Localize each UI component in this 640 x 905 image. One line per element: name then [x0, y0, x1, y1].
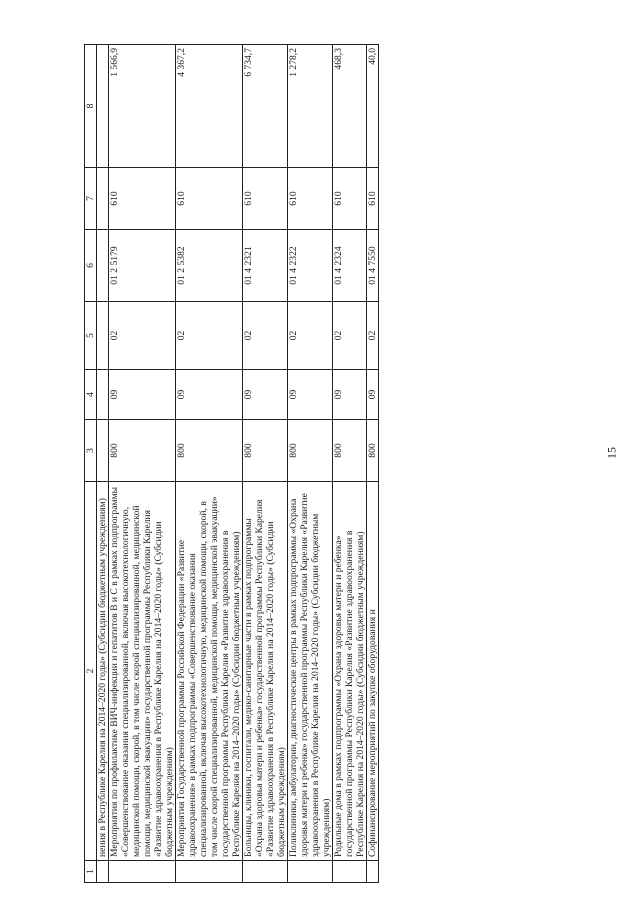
expense-name: Больницы, клиники, госпитали, медико-санитарные части в рамках подпрограммы «Охрана здоровья матери и ребенка» государственной программы Республики Карелия «Развитие здравоохранения в Республике Карелия на 2014–2020 годы» (Субсидии бюджетным учреждениям) [243, 482, 288, 861]
section-code: 09 [176, 370, 243, 420]
column-header: 7 [85, 168, 97, 230]
ministry-code: 800 [109, 420, 176, 482]
target-article-code: 01 4 2321 [243, 230, 288, 302]
table-row [333, 45, 367, 883]
amount: 4 367,2 [176, 45, 243, 168]
section-code: 09 [367, 370, 379, 420]
table-row [109, 45, 176, 883]
subsection-code: 02 [367, 302, 379, 370]
expense-name: Поликлиники, амбулатории, диагностические центры в рамках подпрограммы «Охрана здоровья матери и ребенка» государственной программы Республики Карелия «Развитие здравоохранения в Республике Карелия на 2014–2020 годы» (Субсидии бюджетным учреждениям) [288, 482, 333, 861]
row-index-cell [97, 861, 109, 883]
expense-type-code: 610 [176, 168, 243, 230]
row-index-cell [367, 861, 379, 883]
amount [97, 45, 109, 168]
column-header: 2 [85, 482, 97, 861]
amount: 1 566,9 [109, 45, 176, 168]
section-code: 09 [288, 370, 333, 420]
subsection-code: 02 [109, 302, 176, 370]
column-header: 8 [85, 45, 97, 168]
row-index-cell [109, 861, 176, 883]
column-header: 3 [85, 420, 97, 482]
target-article-code [97, 230, 109, 302]
expense-name: Мероприятия по профилактике ВИЧ-инфекции и гепатитов В и С в рамках подпрограммы «Совершенствование оказания специализированной, включая высокотехнологичную, медицинской помощи, скорой, в том числе скорой специализированной, медицинской помощи, медицинской эвакуации» государственной программы Республики Карелия «Развитие здравоохранения в Республике Карелия на 2014–2020 годы» (Субсидии бюджетным учреждениям) [109, 482, 176, 861]
ministry-code: 800 [288, 420, 333, 482]
table-row [367, 45, 379, 883]
expense-type-code: 610 [243, 168, 288, 230]
subsection-code: 02 [333, 302, 367, 370]
budget-table [84, 44, 379, 883]
expense-name: нения в Республике Карелия на 2014–2020 годы» (Субсидии бюджетным учреждениям) [97, 482, 109, 861]
section-code: 09 [333, 370, 367, 420]
expense-type-code: 610 [367, 168, 379, 230]
row-index-cell [288, 861, 333, 883]
ministry-code [97, 420, 109, 482]
ministry-code: 800 [243, 420, 288, 482]
row-index-cell [176, 861, 243, 883]
target-article-code: 01 2 5179 [109, 230, 176, 302]
expense-name: Родильные дома в рамках подпрограммы «Охрана здоровья матери и ребенка» государственной программы Республики Карелия «Развитие здравоохранения в Республике Карелия на 2014–2020 годы» (Субсидии бюджетным учреждениям) [333, 482, 367, 861]
amount: 40,0 [367, 45, 379, 168]
expense-name: Мероприятия Государственной программы Российской Федерации «Развитие здравоохранения» в рамках подпрограммы «Совершенствование оказания специализированной, включая высокотехнологичную, медицинской помощи, скорой, в том числе скорой специализированной, медицинской помощи, медицинской эвакуации» государственной программы Республики Карелия «Развитие здравоохранения в Республике Карелия на 2014–2020 годы» (Субсидии бюджетным учреждениям) [176, 482, 243, 861]
table-row [176, 45, 243, 883]
column-header: 4 [85, 370, 97, 420]
target-article-code: 01 4 2322 [288, 230, 333, 302]
ministry-code: 800 [333, 420, 367, 482]
ministry-code: 800 [367, 420, 379, 482]
target-article-code: 01 4 2324 [333, 230, 367, 302]
expense-name: Софинансирование мероприятий по закупке оборудования и [367, 482, 379, 861]
column-header: 5 [85, 302, 97, 370]
amount: 1 278,2 [288, 45, 333, 168]
expense-type-code: 610 [288, 168, 333, 230]
column-header: 1 [85, 861, 97, 883]
section-code [97, 370, 109, 420]
page-number: 15 [604, 447, 619, 459]
row-index-cell [243, 861, 288, 883]
subsection-code: 02 [243, 302, 288, 370]
amount: 468,3 [333, 45, 367, 168]
column-header: 6 [85, 230, 97, 302]
subsection-code [97, 302, 109, 370]
target-article-code: 01 4 7550 [367, 230, 379, 302]
target-article-code: 01 2 5382 [176, 230, 243, 302]
table-row [97, 45, 109, 883]
table-row [243, 45, 288, 883]
table-row [288, 45, 333, 883]
expense-type-code [97, 168, 109, 230]
section-code: 09 [243, 370, 288, 420]
subsection-code: 02 [176, 302, 243, 370]
amount: 6 734,7 [243, 45, 288, 168]
subsection-code: 02 [288, 302, 333, 370]
expense-type-code: 610 [109, 168, 176, 230]
ministry-code: 800 [176, 420, 243, 482]
row-index-cell [333, 861, 367, 883]
header-row [85, 45, 97, 883]
expense-type-code: 610 [333, 168, 367, 230]
section-code: 09 [109, 370, 176, 420]
